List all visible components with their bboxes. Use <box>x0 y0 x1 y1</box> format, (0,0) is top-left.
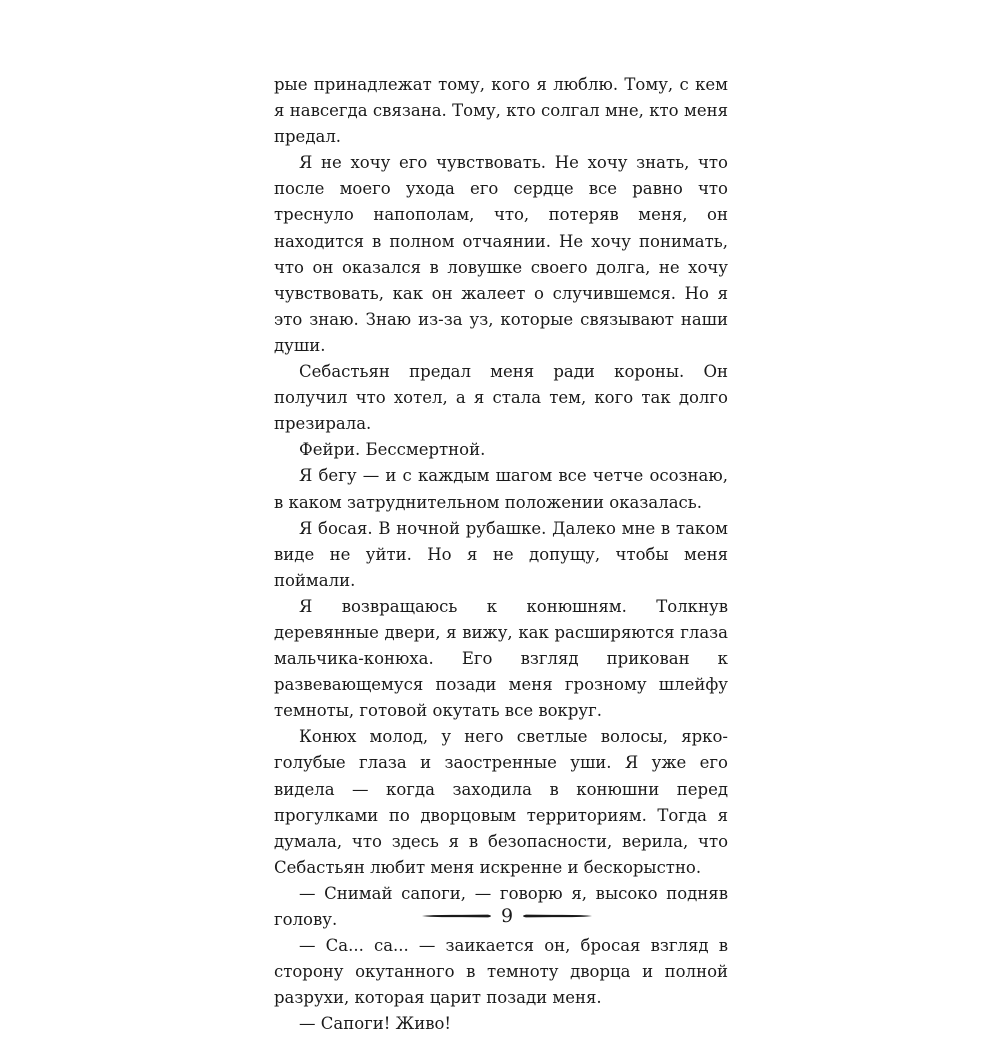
paragraph: Я возвращаюсь к конюшням. Толкнув деревянные двери, я вижу, как расширяются глаза мальчика-конюха. Его взгляд прикован к развевающемуся позади меня грозному шлейфу темноты, готовой окутать все вокруг. <box>274 596 728 721</box>
body-text <box>274 72 728 1037</box>
page-number: 9 <box>500 905 514 927</box>
dialogue-line: — Са... са... — заикается он, бросая взгляд в сторону окутанного в темноту дворца и полной разрухи, которая царит позади меня. <box>274 936 728 1008</box>
dialogue-line: — Сапоги! Живо! <box>299 1014 452 1034</box>
folio-ornament-right-icon <box>520 913 592 919</box>
paragraph: Я бегу — и с каждым шагом все четче осознаю, в каком затруднительном положении оказалась. <box>274 466 728 512</box>
paragraph-continued: рые принадлежат тому, кого я люблю. Тому, с кем я навсегда связана. Тому, кто солгал мне, кто меня предал. <box>274 75 728 147</box>
dialogue-line: — Снимай сапоги, — говорю я, высоко подняв голову. <box>274 883 728 929</box>
paragraph: Я босая. В ночной рубашке. Далеко мне в таком виде не уйти. Но я не допущу, чтобы меня поймали. <box>274 518 728 590</box>
paragraph: Конюх молод, у него светлые волосы, ярко-голубые глаза и заостренные уши. Я уже его видела — когда заходила в конюшни перед прогулками по дворцовым территориям. Тогда я думала, что здесь я в безопасности, верила, что Себастьян любит меня искренне и бескорыстно. <box>274 727 728 877</box>
paragraph: Себастьян предал меня ради короны. Он получил что хотел, а я стала тем, кого так долго презирала. <box>274 362 728 434</box>
folio-ornament-left-icon <box>422 913 494 919</box>
page-folio <box>420 902 580 930</box>
paragraph: Фейри. Бессмертной. <box>299 440 486 460</box>
paragraph: Я не хочу его чувствовать. Не хочу знать, что после моего ухода его сердце все равно что треснуло напополам, что, потеряв меня, он находится в полном отчаянии. Не хочу понимать, что он оказался в ловушке своего долга, не хочу чувствовать, как он жалеет о случившемся. Но я это знаю. Знаю из-за уз, которые связывают наши души. <box>274 153 728 355</box>
